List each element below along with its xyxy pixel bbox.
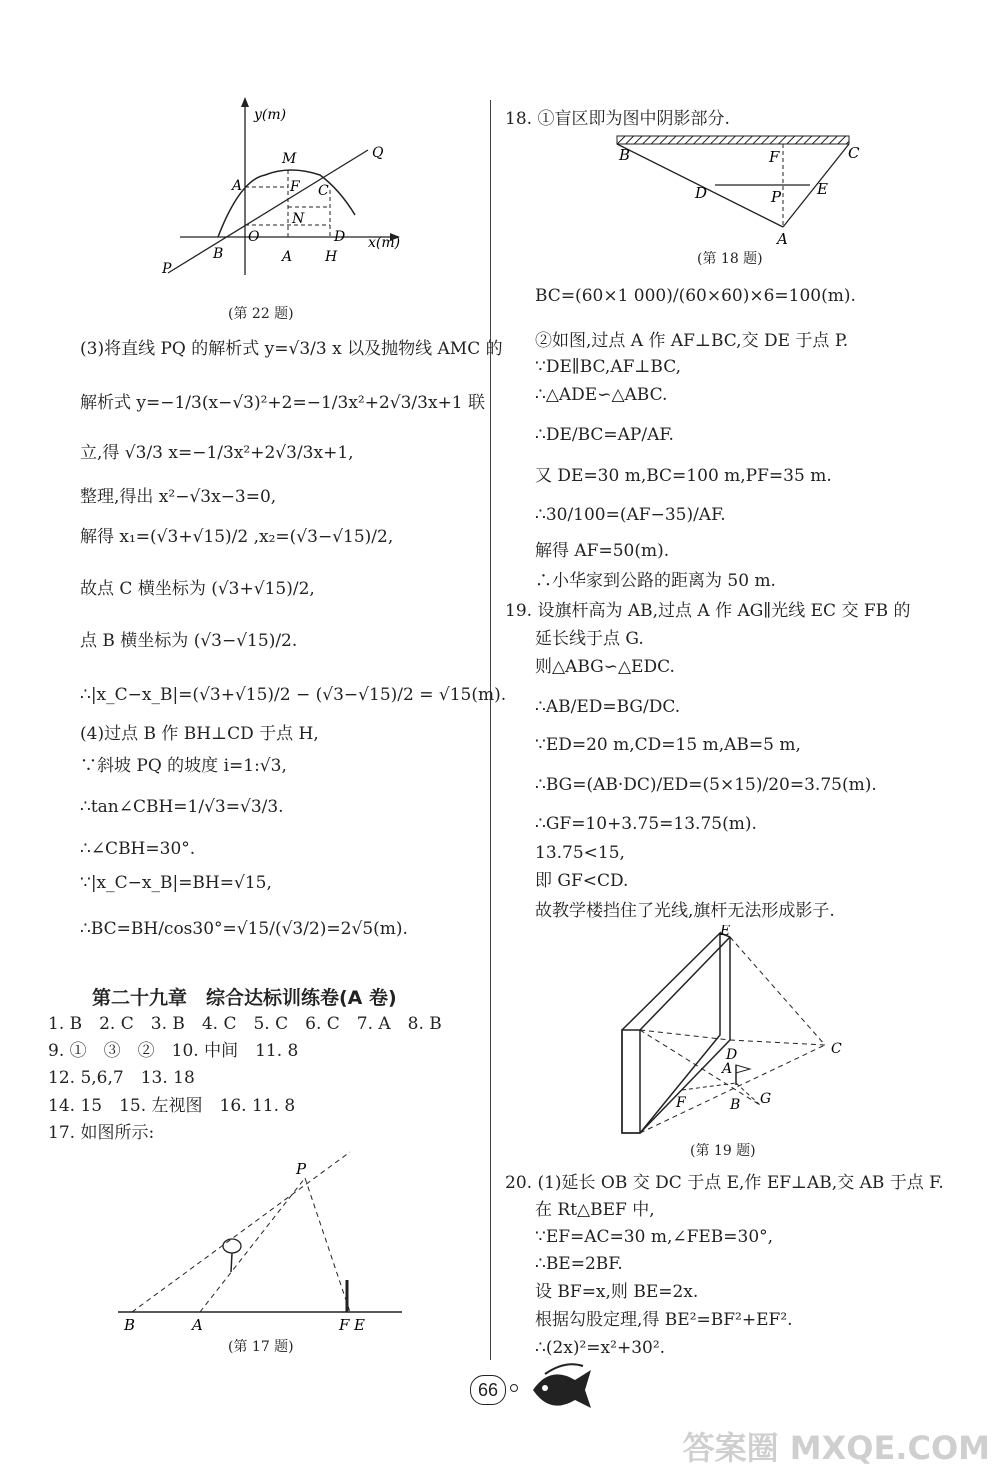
f19-label-C: C xyxy=(831,1041,842,1057)
text-line: ∴BC=BH/cos30°=√15/(√3/2)=2√5(m). xyxy=(80,919,408,939)
text-line: ∴BG=(AB·DC)/ED=(5×15)/20=3.75(m). xyxy=(535,775,877,795)
f18-label-F: F xyxy=(769,148,780,166)
text-line: 又 DE=30 m,BC=100 m,PF=35 m. xyxy=(535,466,832,486)
text-line: (4)过点 B 作 BH⊥CD 于点 H, xyxy=(80,724,319,744)
figure-17 xyxy=(110,1150,410,1340)
text-line: 则△ABG∽△EDC. xyxy=(535,657,675,677)
f19-label-B: B xyxy=(730,1097,741,1113)
text-line: ∴|x_C−x_B|=(√3+√15)/2 − (√3−√15)/2 = √15(m). xyxy=(80,685,507,705)
f18-label-D: D xyxy=(695,184,708,202)
f17-label-F: F xyxy=(339,1316,350,1334)
f22-label-A: A xyxy=(232,178,243,194)
text-line: 立,得 √3/3 x=−1/3x²+2√3/3x+1, xyxy=(80,443,354,463)
f17-label-A: A xyxy=(192,1316,203,1334)
f18-label-C: C xyxy=(848,144,860,162)
f19-label-G: G xyxy=(760,1091,772,1107)
text-line: 整理,得出 x²−√3x−3=0, xyxy=(80,487,277,507)
text-line: 故点 C 横坐标为 (√3+√15)/2, xyxy=(80,579,315,599)
text-line: ∴(2x)²=x²+30². xyxy=(535,1338,666,1358)
f18-label-A: A xyxy=(777,230,788,248)
f17-label-P: P xyxy=(296,1160,307,1178)
text-line: ∵|x_C−x_B|=BH=√15, xyxy=(80,873,272,893)
f19-label-F: F xyxy=(676,1095,686,1111)
f22-label-D: D xyxy=(334,229,346,245)
text-line: 设 BF=x,则 BE=2x. xyxy=(535,1282,699,1302)
text-line: 根据勾股定理,得 BE²=BF²+EF². xyxy=(535,1310,793,1330)
text-line: (3)将直线 PQ 的解析式 y=√3/3 x 以及抛物线 AMC 的 xyxy=(80,339,503,359)
f19-label-E: E xyxy=(720,925,731,939)
f19-label-A: A xyxy=(722,1061,733,1077)
f22-label-N: N xyxy=(292,211,305,227)
f22-label-C: C xyxy=(318,183,329,199)
figure-22-caption: (第 22 题) xyxy=(228,306,294,322)
text-line: 在 Rt△BEF 中, xyxy=(535,1200,655,1220)
page-number: 66 xyxy=(470,1375,506,1405)
watermark: 答案圈 MXQE.COM xyxy=(682,1429,990,1467)
text-line: BC=(60×1 000)/(60×60)×6=100(m). xyxy=(535,286,856,306)
text-line: 13.75<15, xyxy=(535,843,625,863)
f22-label-P: P xyxy=(162,261,172,277)
text-line: ∵DE∥BC,AF⊥BC, xyxy=(535,357,681,377)
f22-label-H: H xyxy=(325,249,338,265)
text-line: 解析式 y=−1/3(x−√3)²+2=−1/3x²+2√3/3x+1 联 xyxy=(80,393,486,413)
text-line: ∵EF=AC=30 m,∠FEB=30°, xyxy=(535,1227,774,1247)
figure-19-caption: (第 19 题) xyxy=(690,1143,756,1159)
f19-label-D: D xyxy=(726,1047,738,1063)
text-line: ∵ED=20 m,CD=15 m,AB=5 m, xyxy=(535,735,801,755)
figure-19 xyxy=(610,925,860,1140)
text-line: ∴AB/ED=BG/DC. xyxy=(535,697,681,717)
text-line: 解得 AF=50(m). xyxy=(535,541,670,561)
f22-label-B: B xyxy=(213,246,224,262)
column-divider xyxy=(490,100,491,1360)
f22-label-A2: A xyxy=(282,249,293,265)
f22-label-x: x(m) xyxy=(368,235,401,251)
text-line: ∵斜坡 PQ 的坡度 i=1:√3, xyxy=(80,756,287,776)
f18-label-E: E xyxy=(817,180,828,198)
f17-label-B: B xyxy=(124,1316,136,1334)
text-line: 点 B 横坐标为 (√3−√15)/2. xyxy=(80,631,298,651)
answer-line: 1. B 2. C 3. B 4. C 5. C 6. C 7. A 8. B xyxy=(48,1014,442,1034)
text-line: 18. ①盲区即为图中阴影部分. xyxy=(505,109,730,129)
answer-line: 9. ① ③ ② 10. 中间 11. 8 xyxy=(48,1041,299,1061)
answer-line: 17. 如图所示: xyxy=(48,1123,155,1143)
figure-22 xyxy=(160,95,420,295)
f22-label-F: F xyxy=(290,179,300,195)
f22-label-y: y(m) xyxy=(254,107,287,123)
text-line: ∴△ADE∽△ABC. xyxy=(535,385,668,405)
text-line: ∴小华家到公路的距离为 50 m. xyxy=(535,571,776,591)
f18-label-B: B xyxy=(619,146,631,164)
text-line: ∴tan∠CBH=1/√3=√3/3. xyxy=(80,797,284,817)
f22-label-O: O xyxy=(248,229,260,245)
f22-label-M: M xyxy=(282,151,297,167)
text-line: 19. 设旗杆高为 AB,过点 A 作 AG∥光线 EC 交 FB 的 xyxy=(505,601,911,621)
f18-label-P: P xyxy=(771,188,782,206)
dot-ornament xyxy=(510,1384,518,1392)
f22-label-Q: Q xyxy=(372,145,384,161)
text-line: ∴30/100=(AF−35)/AF. xyxy=(535,505,726,525)
text-line: 20. (1)延长 OB 交 DC 于点 E,作 EF⊥AB,交 AB 于点 F. xyxy=(505,1173,944,1193)
text-line: ∴GF=10+3.75=13.75(m). xyxy=(535,814,757,834)
text-line: ∴BE=2BF. xyxy=(535,1254,623,1274)
f17-label-E: E xyxy=(354,1316,365,1334)
answer-line: 12. 5,6,7 13. 18 xyxy=(48,1068,195,1088)
figure-17-caption: (第 17 题) xyxy=(228,1339,294,1355)
text-line: ②如图,过点 A 作 AF⊥BC,交 DE 于点 P. xyxy=(535,331,849,351)
text-line: 故教学楼挡住了光线,旗杆无法形成影子. xyxy=(535,901,835,921)
answer-line: 14. 15 15. 左视图 16. 11. 8 xyxy=(48,1096,296,1116)
text-line: 解得 x₁=(√3+√15)/2 ,x₂=(√3−√15)/2, xyxy=(80,527,394,547)
text-line: ∴∠CBH=30°. xyxy=(80,839,196,859)
fish-icon xyxy=(525,1360,595,1420)
text-line: 延长线于点 G. xyxy=(535,629,644,649)
figure-18-caption: (第 18 题) xyxy=(697,251,763,267)
figure-18 xyxy=(605,130,865,250)
text-line: 即 GF<CD. xyxy=(535,871,629,891)
chapter-title: 第二十九章 综合达标训练卷(A 卷) xyxy=(92,987,397,1009)
text-line: ∴DE/BC=AP/AF. xyxy=(535,425,674,445)
